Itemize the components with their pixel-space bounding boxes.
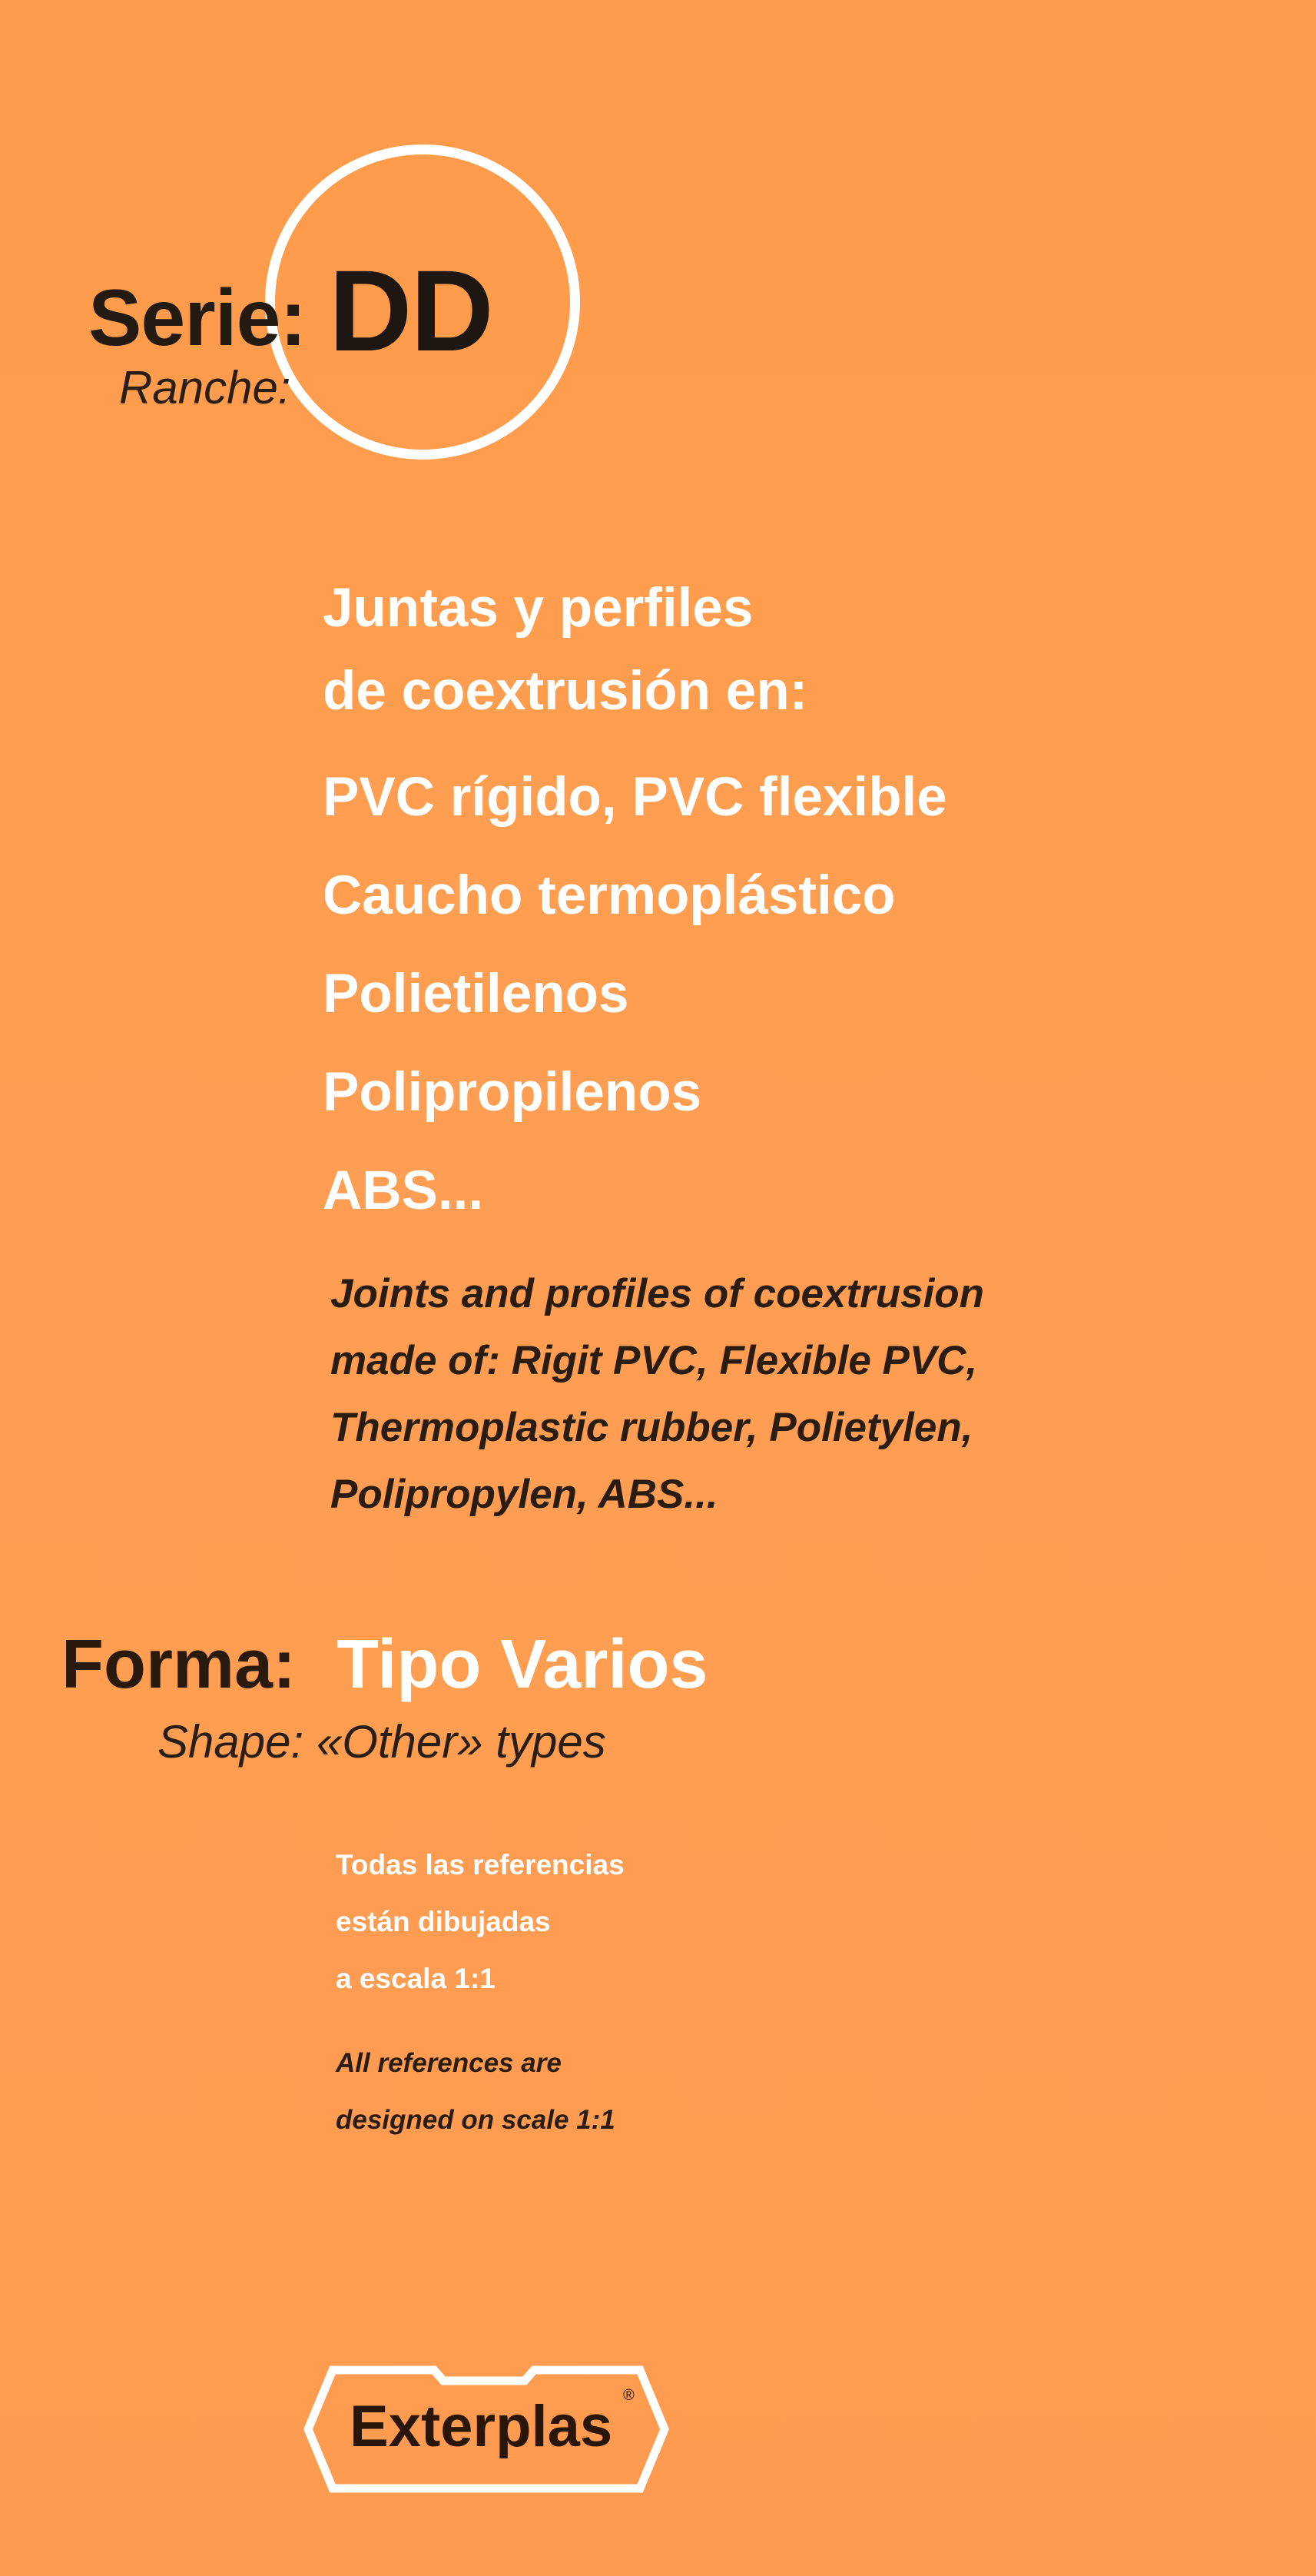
scale-note-line: Todas las referencias bbox=[336, 1849, 625, 1881]
scale-note-es bbox=[336, 1837, 625, 2007]
material-item: de coextrusión en: bbox=[323, 661, 808, 722]
series-sublabel: Ranche: bbox=[119, 362, 291, 413]
scale-note-en bbox=[336, 2035, 615, 2149]
material-item: Juntas y perfiles bbox=[323, 578, 754, 639]
registered-mark: ® bbox=[623, 2387, 635, 2404]
material-item: Caucho termoplástico bbox=[323, 865, 896, 926]
description-line: made of: Rigit PVC, Flexible PVC, bbox=[330, 1338, 978, 1383]
material-item: PVC rígido, PVC flexible bbox=[323, 767, 947, 828]
scale-note-line: All references are bbox=[336, 2048, 562, 2078]
scale-note-line: a escala 1:1 bbox=[336, 1963, 496, 1994]
shape-value: Tipo Varios bbox=[336, 1626, 708, 1703]
material-item: Polietilenos bbox=[323, 964, 629, 1024]
description-line: Polipropylen, ABS... bbox=[330, 1472, 718, 1517]
description-line: Joints and profiles of coextrusion bbox=[330, 1271, 985, 1316]
material-item: ABS... bbox=[323, 1160, 484, 1221]
shape-label: Forma: bbox=[61, 1626, 297, 1703]
materials-list-es bbox=[323, 567, 947, 1240]
material-item: Polipropilenos bbox=[323, 1062, 702, 1123]
scale-note-line: están dibujadas bbox=[336, 1906, 551, 1937]
shape-sublabel: Shape: «Other» types bbox=[157, 1716, 606, 1768]
description-line: Thermoplastic rubber, Polietylen, bbox=[330, 1405, 973, 1450]
materials-description-en bbox=[330, 1260, 1099, 1528]
series-code: DD bbox=[329, 246, 492, 375]
exterplas-logo bbox=[302, 2364, 671, 2495]
logo-text: Exterplas bbox=[350, 2394, 613, 2459]
series-label: Serie: bbox=[88, 274, 307, 363]
scale-note-line: designed on scale 1:1 bbox=[336, 2105, 615, 2135]
